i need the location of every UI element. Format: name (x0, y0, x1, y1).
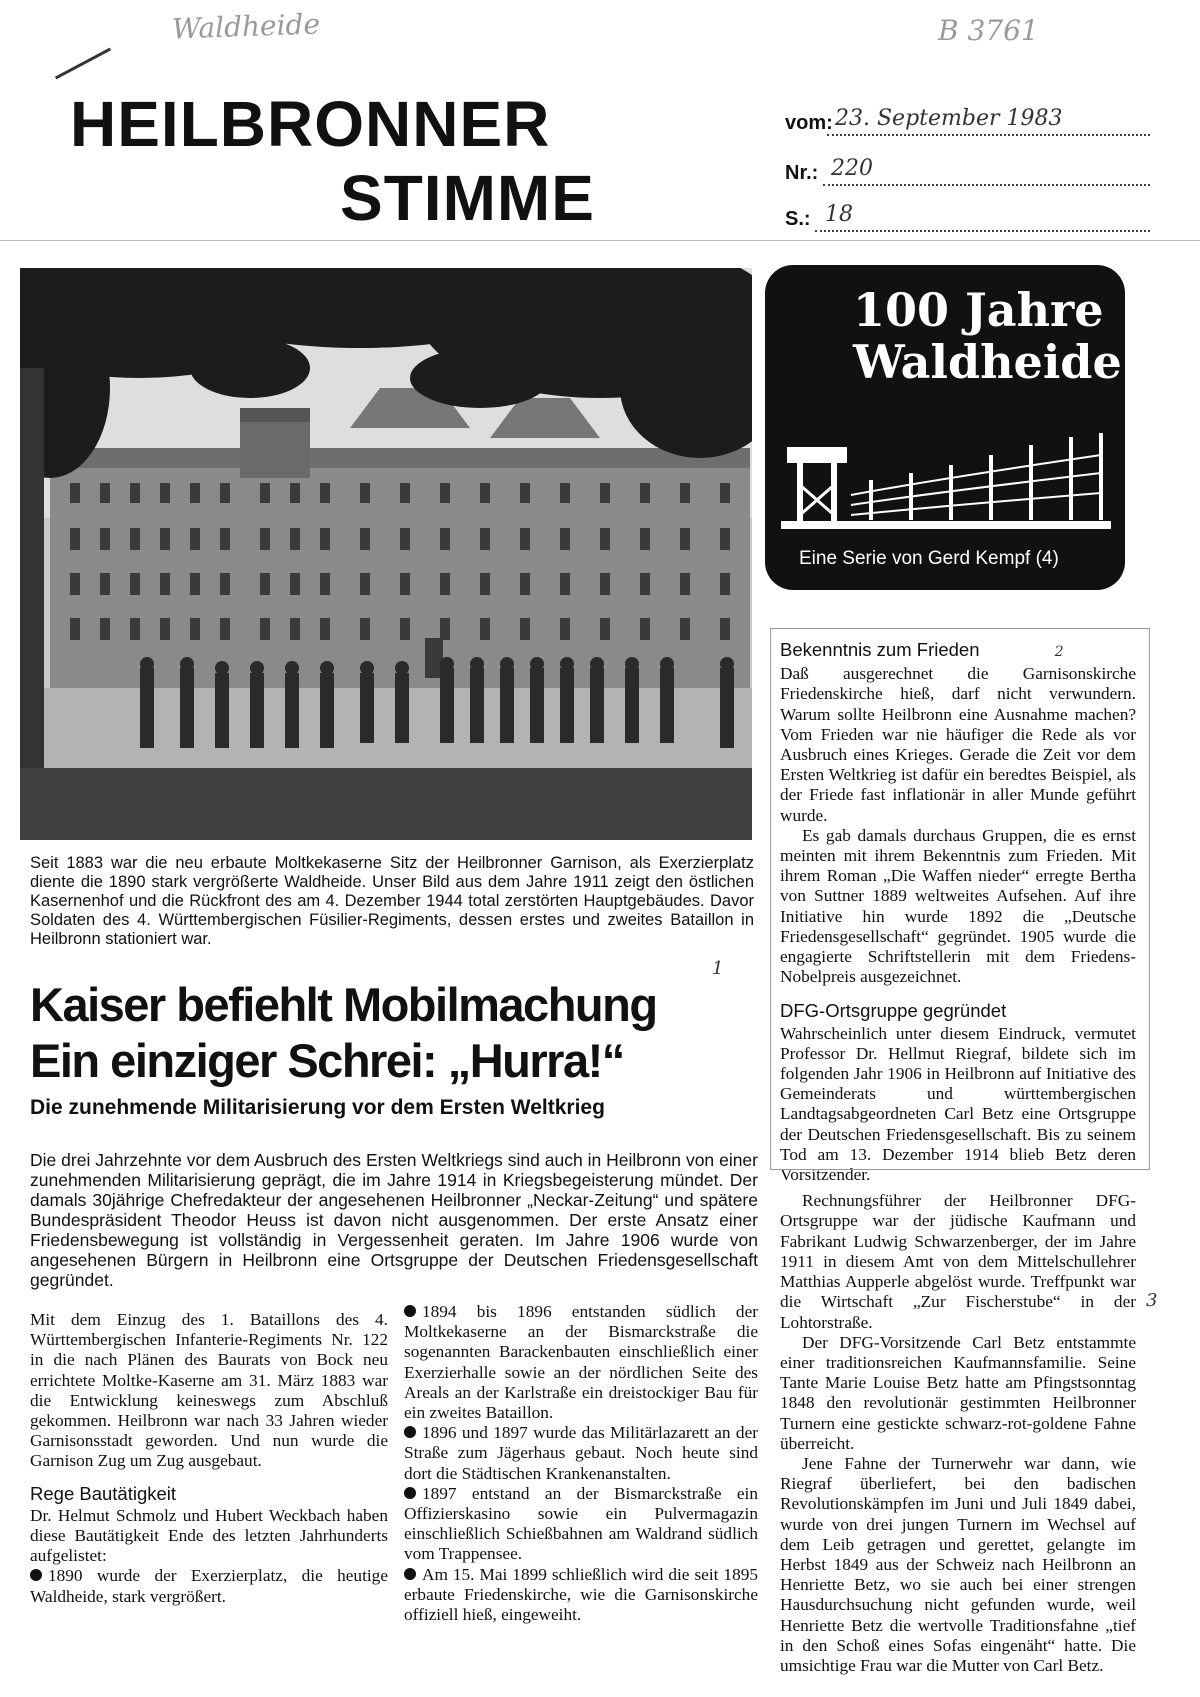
meta-s-line (815, 230, 1150, 232)
handwritten-note-waldheide: Waldheide (171, 7, 321, 46)
meta-vom-label: vom: (785, 112, 833, 134)
handwritten-archive-number: B 3761 (938, 14, 1039, 47)
col3-paragraph-6: Jene Fahne der Turnerwehr war dann, wie Riegraf überliefert, bei den badischen Revolutionskämpfen im Juni und Juli 1849 dabei, wurde von drei jungen Turnern im Wechsel auf dem Leib getragen und gerettet, gelangte im Herbst 1849 aus der Schweiz nach Heilbronn an Henriette Betz, wo sie auch bei einer strengen Hausdurchsuchung nicht gefunden wurde, weil Henriette Betz die wertvolle Traditionsfahne „tief in den Schoß eines Sofas eingenäht“ hatte. Die umsichtige Frau war die Mutter von Carl Betz. (780, 1453, 1136, 1675)
col3-paragraph-4: Rechnungsführer der Heilbronner DFG-Ortsgruppe war der jüdische Kaufmann und Fabrikant Ludwig Schwarzenberger, der im Jahre 1911 in diesem Amt von dem Mittelschullehrer Matthias Aupperle abgelöst wurde. Treffpunkt war die Wirtschaft „Zur Fischerstube“ in der Lohtorstraße. (780, 1191, 1136, 1332)
photo-illustration (20, 268, 752, 840)
meta-s-label: S.: (785, 208, 811, 230)
col3-paragraph-2: Es gab damals durchaus Gruppen, die es ernst meinten mit ihrem Bekenntnis zum Frieden. Mit ihrem Roman „Die Waffen nieder“ erregte Bertha von Suttner 1889 weltweites Aufsehen. Auf ihre Initiative hin wurde 1892 die „Deutsche Friedensgesellschaft“ gegründet. 1905 wurde die engagierte Schriftstellerin mit dem Friedens-Nobelpreis ausgezeichnet. (780, 825, 1136, 987)
col1-bullet-1-text: 1890 wurde der Exerzierplatz, die heutige Waldheide, stark vergrößert. (30, 1566, 388, 1606)
col3-paragraph-5: Der DFG-Vorsitzende Carl Betz entstammte einer traditionsreichen Kaufmannsfamilie. Seine Tante Marie Louise Betz hatte am Pfingstsonntag 1848 den revolutionär gestimmten Heilbronner Turnern eine gestickte schwarz-rot-goldene Fahne überreicht. (780, 1332, 1136, 1453)
col3-heading-dfg: DFG-Ortsgruppe gegründet (780, 1000, 1007, 1022)
clipping-frame-right (770, 628, 1150, 1170)
col1-paragraph-1: Mit dem Einzug des 1. Bataillons des 4. Württembergischen Infanterie-Regiments Nr. 122 in die nach Plänen des Baurats von Bock neu errichtete Moltke-Kaserne am 31. März 1883 war die Entwicklung keineswegs zum Abschluß gekommen. Heilbronn war nach 33 Jahren wieder Garnisonsstadt geworden. Und nun wurde die Garnison Zug um Zug ausgebaut. (30, 1310, 388, 1471)
photo-caption: Seit 1883 war die neu erbaute Moltkekaserne Sitz der Heilbronner Garnison, als Exerzierplatz diente die 1890 stark vergrößerte Waldheide. Unser Bild aus dem Jahre 1911 zeigt den östlichen Kasernenhof und die Rückfront des am 4. Dezember 1944 total zerstörten Hauptgebäudes. Davor Soldaten des 4. Württembergischen Füsilier-Regiments, dessen erstes und zweites Bataillon in Heilbronn stationiert war. (30, 854, 754, 948)
col1-heading-rege-bautaetigkeit: Rege Bautätigkeit (30, 1482, 177, 1504)
meta-nr-line (823, 184, 1150, 186)
barracks-photo (20, 268, 752, 840)
column-2 (404, 1302, 758, 1625)
col2-bullet-2 (404, 1423, 758, 1484)
pen-stroke (55, 48, 111, 80)
masthead-divider (0, 240, 1200, 241)
meta-vom (785, 106, 1150, 142)
col3-heading-bekenntnis-text: Bekenntnis zum Frieden (780, 639, 980, 660)
col2-bullet-4 (404, 1565, 758, 1626)
col3-mark-3: 3 (1146, 1290, 1158, 1311)
watchtower-fence-icon (781, 425, 1111, 535)
series-box (765, 265, 1125, 590)
col3-mark-2: 2 (1054, 644, 1064, 660)
col3-paragraph-1: Daß ausgerechnet die Garnisonskirche Friedenskirche hieß, darf nicht verwundern. Warum sollte Heilbronn eine Ausnahme machen? Vom Frieden war nie häufiger die Rede als vor Ausbruch eines Krieges. Gerade die Zeit vor dem Ersten Weltkrieg ist dafür ein beredtes Beispiel, als der Friede fast inflationär in aller Munde geführt wurde. (780, 664, 1136, 825)
col1-paragraph-2: Dr. Helmut Schmolz und Hubert Weckbach haben diese Bautätigkeit Ende des letzten Jahrhunderts aufgelistet: (30, 1505, 388, 1566)
headline-mark: 1 (712, 958, 724, 979)
bullet-icon (404, 1305, 416, 1317)
bullet-icon (404, 1568, 416, 1580)
col3-paragraph-3: Wahrscheinlich unter diesem Eindruck, vermutet Professor Dr. Hellmut Riegraf, bildete sich im folgenden Jahr 1906 in Heilbronn auf Initiative des Gemeinderats und württembergischen Landtagsabgeordneten Carl Betz eine Ortsgruppe der Deutschen Friedensgesellschaft. Bis zu seinem Tod am 13. Dezember 1914 blieb Betz deren Vorsitzender. (780, 1023, 1136, 1185)
meta-nr-label: Nr.: (785, 162, 819, 184)
col2-bullet-2-text: 1896 und 1897 wurde das Militärlazarett an der Straße zum Jägerhaus gebaut. Noch heute sind dort die Städtischen Krankenanstalten. (404, 1423, 758, 1483)
bullet-icon (404, 1426, 416, 1438)
series-credit: Eine Serie von Gerd Kempf (4) (799, 548, 1059, 569)
masthead-line2: STIMME (340, 162, 595, 234)
meta-vom-value: 23. September 1983 (835, 106, 1063, 131)
column-1 (30, 1310, 388, 1607)
meta-s-value: 18 (825, 202, 853, 227)
col1-bullet-1 (30, 1566, 388, 1606)
series-title-line1: 100 Jahre (853, 283, 1104, 337)
col2-bullet-1-text: 1894 bis 1896 entstanden südlich der Moltkekaserne an der Bismarckstraße die sogenannten Barackenbauten einschließlich einer Exerzierhalle sowie an der nördlichen Seite des Areals an der Karlstraße ein dreistockiger Bau für ein zweites Bataillon. (404, 1302, 758, 1423)
meta-nr (785, 156, 1150, 192)
col2-bullet-3-text: 1897 entstand an der Bismarckstraße ein Offizierskasino sowie ein Pulvermagazin einschließlich Schießbahnen am Waldrand südlich vom Trappensee. (404, 1483, 758, 1564)
col2-bullet-1 (404, 1302, 758, 1423)
headline-line1: Kaiser befiehlt Mobilmachung (30, 978, 657, 1031)
headline-line2: Ein einziger Schrei: „Hurra!“ (30, 1034, 624, 1087)
meta-s (785, 202, 1150, 238)
bullet-icon (30, 1569, 42, 1581)
article-intro: Die drei Jahrzehnte vor dem Ausbruch des Ersten Weltkriegs sind auch in Heilbronn von einer zunehmenden Militarisierung geprägt, die im Jahre 1914 in Kriegsbegeisterung mündet. Der damals 30jährige Chefredakteur der angesehenen Heilbronner „Neckar-Zeitung“ und spätere Bundespräsident Theodor Heuss ist davon nicht ausgenommen. Der erste Ansatz einer Friedensbewegung ist vollständig in Vergessenheit geraten. Im Jahre 1906 wurde von angesehenen Bürgern in Heilbronn eine Ortsgruppe der Deutschen Friedensgesellschaft gegründet. (30, 1150, 758, 1290)
series-title-line2: Waldheide (853, 335, 1122, 389)
bullet-icon (404, 1487, 416, 1499)
subheadline: Die zunehmende Militarisierung vor dem Ersten Weltkrieg (30, 1096, 605, 1119)
meta-nr-value: 220 (831, 156, 873, 181)
masthead-line1: HEILBRONNER (70, 88, 551, 160)
meta-vom-line (827, 134, 1150, 136)
col2-bullet-4-text: Am 15. Mai 1899 schließlich wird die seit 1895 erbaute Friedenskirche, wie die Garnisonskirche offiziell hieß, eingeweiht. (404, 1564, 758, 1625)
col2-bullet-3 (404, 1484, 758, 1565)
